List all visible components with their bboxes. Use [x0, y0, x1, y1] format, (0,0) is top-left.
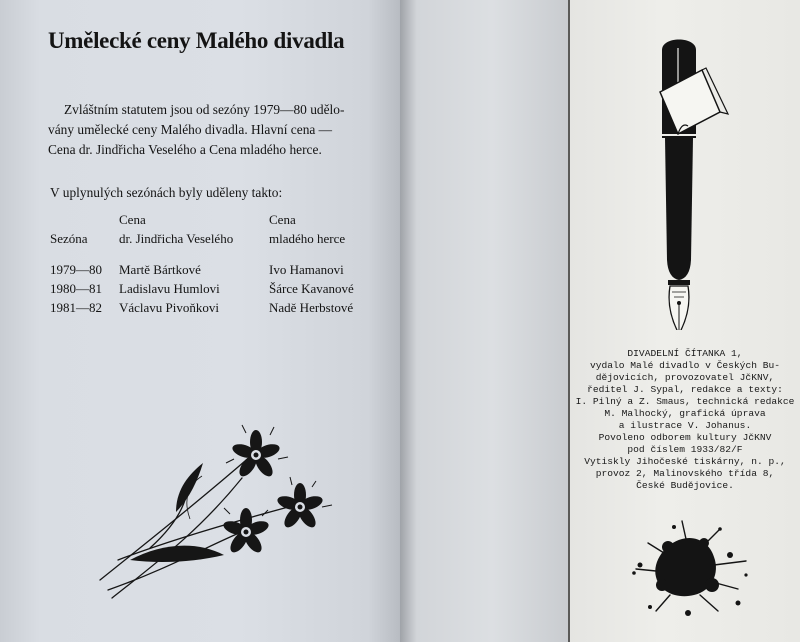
intro-line: vány umělecké ceny Malého divadla. Hlavní cena —: [48, 122, 333, 137]
intro-line: Zvláštním statutem jsou od sezóny 1979—80 udělo-: [64, 102, 345, 117]
colophon-line: DIVADELNÍ ČÍTANKA 1,: [627, 348, 743, 359]
colophon-line: provoz 2, Malinovského třída 8,: [595, 468, 775, 479]
table-header-cell: Cena: [119, 212, 146, 227]
table-cell: 1979—80: [50, 262, 102, 277]
colophon-line: Povoleno odborem kultury JčKNV: [598, 432, 772, 443]
awards-subtitle: V uplynulých sezónách byly uděleny takto:: [50, 185, 283, 200]
right-page: [570, 0, 800, 642]
table-cell: 1981—82: [50, 300, 102, 315]
table-cell: Ivo Hamanovi: [269, 262, 344, 277]
colophon-line: a ilustrace V. Johanus.: [618, 420, 752, 431]
table-cell: 1980—81: [50, 281, 102, 296]
colophon: [570, 348, 800, 492]
colophon-line: M. Malhocký, grafická úprava: [604, 408, 766, 419]
colophon-line: ředitel J. Sypal, redakce a texty:: [587, 384, 783, 395]
colophon-line: dějovicích, provozovatel JčKNV,: [595, 372, 775, 383]
table-cell: Ladislavu Humlovi: [119, 281, 220, 296]
colophon-line: České Budějovice.: [636, 480, 734, 491]
table-header-cell: Cena: [269, 212, 296, 227]
table-cell: Nadě Herbstové: [269, 300, 354, 315]
colophon-line: pod číslem 1933/82/F: [627, 444, 743, 455]
fountain-pen-icon: [570, 0, 800, 330]
colophon-line: vydalo Malé divadlo v Českých Bu-: [590, 360, 780, 371]
table-cell: Šárce Kavanové: [269, 281, 354, 296]
table-header-cell: mladého herce: [269, 231, 346, 246]
page-title: Umělecké ceny Malého divadla: [48, 28, 345, 53]
table-cell: Martě Bártkové: [119, 262, 201, 277]
intro-line: Cena dr. Jindřicha Veselého a Cena mladého herce.: [48, 142, 322, 157]
ink-blot-icon: [570, 515, 800, 635]
colophon-line: Vytiskly Jihočeské tiskárny, n. p.,: [584, 456, 786, 467]
table-header-cell: Sezóna: [50, 231, 88, 246]
colophon-line: I. Pilný a Z. Smaus, technická redakce: [575, 396, 795, 407]
table-header-cell: dr. Jindřicha Veselého: [119, 231, 234, 246]
table-cell: Václavu Pivoňkovi: [119, 300, 220, 315]
blank-page: [400, 0, 568, 642]
